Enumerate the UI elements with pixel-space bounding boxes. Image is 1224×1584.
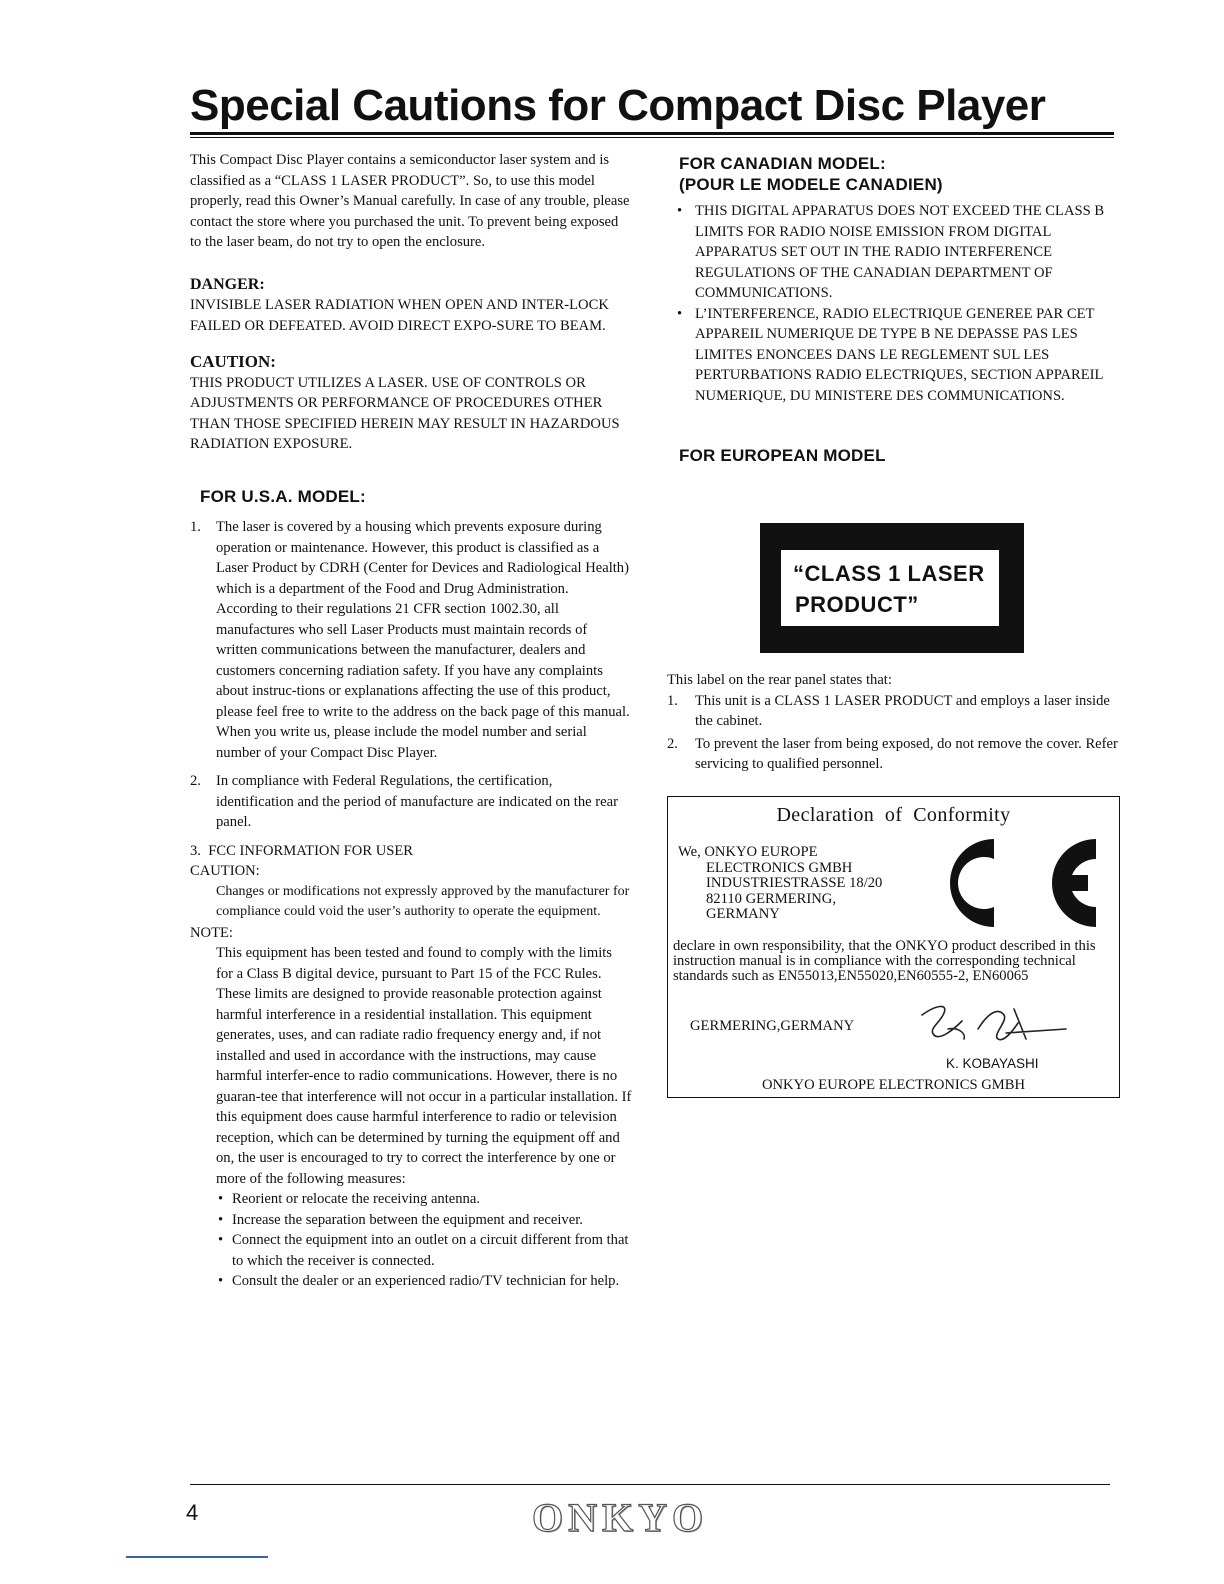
label-item-number: 1. bbox=[667, 692, 678, 709]
european-model-heading: FOR EUROPEAN MODEL bbox=[679, 446, 886, 465]
canadian-item: • L’INTERFERENCE, RADIO ELECTRIQUE GENEREE PAR CET APPAREIL NUMERIQUE DE TYPE B NE DEPASSE PAS LES LIMITES ENONCEES DANS LE REGLEMENT SUL LES PERTURBATIONS RADIO ELECTRIQUES, SECTION APPAREIL NUMERIQUE, DU MINISTERE DES COMMUNICATIONS. bbox=[667, 304, 1122, 407]
declaration-signer: K. KOBAYASHI bbox=[946, 1056, 1039, 1071]
danger-heading: DANGER: bbox=[190, 275, 265, 293]
usa-item-text: In compliance with Federal Regulations, the certification, identification and the period of manufacture are indicated on the rear panel. bbox=[216, 773, 618, 830]
title-rule bbox=[190, 132, 1114, 135]
right-column bbox=[667, 154, 1122, 467]
label-item-number: 2. bbox=[667, 735, 678, 752]
fcc-heading: 3. FCC INFORMATION FOR USER bbox=[190, 842, 414, 859]
footer-rule bbox=[190, 1484, 1110, 1485]
declaration-company: ONKYO EUROPE bbox=[704, 844, 818, 860]
declaration-we: We, bbox=[678, 844, 701, 860]
label-item-1 bbox=[667, 691, 1122, 732]
canadian-list bbox=[667, 201, 1122, 406]
caution-heading: CAUTION: bbox=[190, 352, 276, 371]
label-item-text: This unit is a CLASS 1 LASER PRODUCT and employs a laser inside the cabinet. bbox=[695, 692, 1110, 729]
declaration-place: GERMERING,GERMANY bbox=[690, 1018, 855, 1034]
label-item-text: To prevent the laser from being exposed, do not remove the cover. Refer servicing to qualified personnel. bbox=[695, 735, 1118, 772]
address-line: GERMANY bbox=[706, 906, 780, 922]
usa-item-1 bbox=[190, 517, 632, 763]
scan-artifact-rule bbox=[126, 1556, 268, 1558]
canadian-item: • THIS DIGITAL APPARATUS DOES NOT EXCEED THE CLASS B LIMITS FOR RADIO NOISE EMISSION FROM DIGITAL APPARATUS SET OUT IN THE RADIO INTERFERENCE REGULATIONS OF THE CANADIAN DEPARTMENT OF COMMUNICATIONS. bbox=[667, 201, 1122, 304]
left-column bbox=[190, 150, 632, 1292]
laser-label-inner bbox=[781, 550, 999, 626]
signature-icon bbox=[918, 999, 1068, 1049]
fcc-measures-list bbox=[190, 1189, 632, 1292]
fcc-caution-text: Changes or modifications not expressly approved by the manufacturer for compliance could void the user’s authority to operate the equipment. bbox=[216, 883, 630, 919]
usa-item-number: 2. bbox=[190, 773, 201, 789]
declaration-title: Declaration of Conformity bbox=[776, 804, 1011, 826]
declaration-footer: ONKYO EUROPE ELECTRONICS GMBH bbox=[761, 1077, 1026, 1093]
usa-item-text: The laser is covered by a housing which prevents exposure during operation or maintenance. However, this product is classified as a Laser Product by CDRH (Center for Devices and Radiological Health) which is a department of the Food and Drug Administration. According to their regulations 21 CFR section 1002.30, all manufactures who sell Laser Products must maintain records of written communications between the manufacturer, dealers and customers concerning radiation safety. If you have any complaints about instruc-tions or explanations affecting the use of this product, please feel free to write to the address on the back page of this manual. When you write us, please include the model number and serial number of your Compact Disc Player. bbox=[216, 519, 630, 761]
fcc-note-label: NOTE: bbox=[190, 924, 233, 941]
usa-item-number: 1. bbox=[190, 519, 201, 535]
page-title: Special Cautions for Compact Disc Player bbox=[190, 81, 1046, 130]
fcc-caution-label: CAUTION: bbox=[190, 863, 260, 879]
caution-text: THIS PRODUCT UTILIZES A LASER. USE OF CONTROLS OR ADJUSTMENTS OR PERFORMANCE OF PROCEDURES OTHER THAN THOSE SPECIFIED HEREIN MAY RESULT IN HAZARDOUS RADIATION EXPOSURE. bbox=[190, 374, 620, 452]
intro-paragraph: This Compact Disc Player contains a semiconductor laser system and is classified as a “CLASS 1 LASER PRODUCT”. So, to use this model properly, read this Owner’s Manual carefully. In case of any trouble, please contact the store where you purchased the unit. To prevent being exposed to the laser beam, do not try to open the enclosure. bbox=[190, 152, 630, 250]
declaration-text: declare in own responsibility, that the ONKYO product described in this instruction manual is in compliance with the corresponding technical standards such as EN55013,EN55020,EN60555-2, EN60065 bbox=[673, 938, 1096, 984]
declaration-of-conformity bbox=[667, 796, 1120, 1098]
address-line: ELECTRONICS GMBH bbox=[706, 859, 853, 876]
label-intro: This label on the rear panel states that: bbox=[667, 672, 892, 688]
measure-item: • Increase the separation between the equipment and receiver. bbox=[216, 1210, 632, 1231]
ce-mark-icon bbox=[924, 833, 1112, 933]
measure-item: • Consult the dealer or an experienced radio/TV technician for help. bbox=[216, 1271, 632, 1292]
page-number: 4 bbox=[186, 1500, 199, 1525]
address-line: 82110 GERMERING, bbox=[706, 890, 836, 907]
measure-item: • Connect the equipment into an outlet on a circuit different from that to which the receiver is connected. bbox=[216, 1230, 632, 1271]
measure-item: • Reorient or relocate the receiving antenna. bbox=[216, 1189, 632, 1210]
label-description bbox=[667, 670, 1122, 777]
laser-label bbox=[760, 523, 1024, 653]
usa-list bbox=[190, 517, 632, 833]
danger-text: INVISIBLE LASER RADIATION WHEN OPEN AND INTER-LOCK FAILED OR DEFEATED. AVOID DIRECT EXPO-SURE TO BEAM. bbox=[190, 297, 609, 334]
laser-label-line-1: “CLASS 1 LASER bbox=[793, 561, 985, 586]
title-rule-thin bbox=[190, 137, 1114, 138]
address-line: INDUSTRIESTRASSE 18/20 bbox=[706, 875, 883, 891]
declaration-company-line bbox=[678, 845, 938, 861]
fcc-note-text: This equipment has been tested and found to comply with the limits for a Class B digital device, pursuant to Part 15 of the FCC Rules. These limits are designed to provide reasonable protection against harmful interference in a residential installation. This equipment generates, uses, and can radiate radio frequency energy and, if not installed and used in accordance with the instructions, may cause harmful interfer-ence to radio communications. However, there is no guaran-tee that interference will not occur in a particular installation. If this equipment does cause harmful interference to radio or television reception, which can be determined by turning the equipment off and on, the user is encouraged to try to correct the interference by one or more of the following measures: bbox=[216, 945, 632, 1187]
usa-item-2 bbox=[190, 771, 632, 833]
label-item-2 bbox=[667, 734, 1122, 775]
label-list bbox=[667, 691, 1122, 775]
brand-logo: ONKYO bbox=[532, 1495, 709, 1540]
declaration-address bbox=[678, 845, 938, 923]
canadian-model-heading-fr: (POUR LE MODELE CANADIEN) bbox=[679, 174, 943, 194]
usa-model-heading: FOR U.S.A. MODEL: bbox=[200, 486, 366, 506]
canadian-model-heading: FOR CANADIAN MODEL: bbox=[679, 154, 886, 173]
laser-label-line-2: PRODUCT” bbox=[795, 592, 919, 617]
